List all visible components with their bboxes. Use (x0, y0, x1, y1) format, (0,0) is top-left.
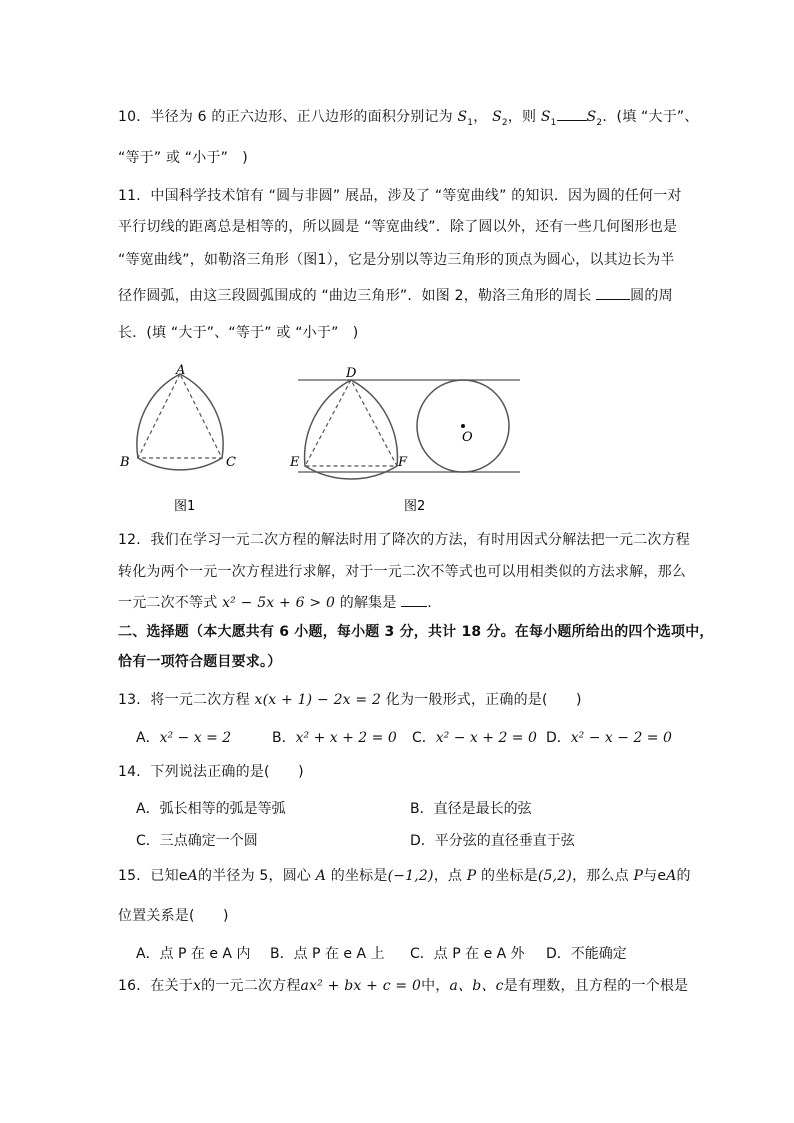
q12-line3: 一元二次不等式 x² − 5x + 6 > 0 的解集是 . (118, 592, 432, 613)
center-point-O (461, 424, 465, 428)
q10-line1: 10．半径为 6 的正六边形、正八边形的面积分别记为 $S_1$， $S_2$，则 $S_1$ $S_2$．(填 “大于”、 (118, 106, 699, 133)
section-2-heading: 二、选择题（本大愿共有 6 小题，每小题 3 分，共计 18 分。在每小题所给出的四个选项中， (118, 624, 714, 640)
q13-option-C[interactable]: C．x² − x + 2 = 0 (412, 730, 537, 746)
q14-stem: 14．下列说法正确的是( ) (118, 764, 304, 780)
q13-option-D[interactable]: D．x² − x − 2 = 0 (546, 730, 672, 746)
q10-answer-blank[interactable] (557, 106, 587, 121)
figure-2-comparison (289, 366, 520, 514)
section-2-heading-cont: 恰有一项符合题目要求。） (118, 654, 282, 670)
q11-line1: 11．中国科学技术馆有 “圆与非圆” 展品，涉及了 “等宽曲线” 的知识．因为圆的任何一对 (118, 188, 682, 204)
q16-stem: 16．在关于x的一元二次方程ax² + bx + c = 0中，a、b、c是有理数，且方程的一个根是 (118, 978, 689, 994)
figure-1-reuleaux-triangle (119, 363, 236, 514)
fig1-caption: 图1 (174, 499, 196, 514)
q15-option-C[interactable]: C．点 P 在 e A 外 (410, 946, 525, 962)
q15-stem: 15．已知eA的半径为 5，圆心 A 的坐标是(−1,2)，点 P 的坐标是(5,2)，那么点 P与eA的 (118, 868, 691, 884)
q15-option-B[interactable]: B．点 P 在 e A 上 (270, 946, 385, 962)
label-B: B (120, 455, 130, 470)
q11-line2: 平行切线的距离总是相等的，所以圆是 “等宽曲线”．除了圆以外，还有一些几何图形也是 (118, 219, 678, 235)
q13-stem: 13．将一元二次方程 x(x + 1) − 2x = 2 化为一般形式，正确的是( ) (118, 692, 582, 708)
label-A: A (176, 363, 186, 378)
inequality-expression: x² − 5x + 6 > 0 (222, 595, 336, 611)
q12-line1: 12．我们在学习一元二次方程的解法时用了降次的方法，有时用因式分解法把一元二次方程 (118, 532, 691, 548)
q14-option-A[interactable]: A．弧长相等的弧是等弧 (136, 801, 286, 817)
q11-answer-blank[interactable] (596, 285, 630, 300)
q13-option-B[interactable]: B．x² + x + 2 = 0 (272, 730, 397, 746)
label-F: F (398, 455, 408, 470)
q15-option-D[interactable]: D．不能确定 (546, 946, 627, 962)
label-E: E (290, 455, 300, 470)
label-D: D (346, 366, 357, 381)
q11-line3: “等宽曲线”，如勒洛三角形（图1），它是分别以等边三角形的顶点为圆心，以其边长为半 (118, 252, 675, 268)
fig2-caption: 图2 (404, 499, 426, 514)
q15-option-A[interactable]: A．点 P 在 e A 内 (136, 946, 251, 962)
q13-option-A[interactable]: A．x² − x = 2 (136, 730, 232, 746)
q12-answer-blank[interactable] (401, 592, 427, 607)
q14-option-D[interactable]: D．平分弦的直径垂直于弦 (410, 833, 575, 849)
equilateral-triangle-dashed-2 (305, 380, 397, 466)
q14-option-B[interactable]: B．直径是最长的弦 (410, 801, 532, 817)
q10-line2: “等于” 或 “小于” ) (118, 150, 248, 166)
label-C: C (226, 455, 236, 470)
q15-line2: 位置关系是( ) (118, 908, 229, 924)
q11-line5: 长．(填 “大于”、“等于” 或 “小于” ) (118, 325, 359, 341)
q11-line4: 径作圆弧，由这三段圆弧围成的 “曲边三角形”．如图 2，勒洛三角形的周长 圆的周 (118, 285, 673, 306)
label-O: O (462, 430, 473, 445)
q12-line2: 转化为两个一元一次方程进行求解，对于一元二次不等式也可以用相类似的方法求解，那么 (118, 564, 686, 580)
q14-option-C[interactable]: C．三点确定一个圆 (136, 833, 258, 849)
reuleaux-arcs-1 (137, 374, 223, 470)
reuleaux-arcs-2 (305, 380, 398, 479)
equilateral-triangle-dashed-1 (138, 374, 222, 458)
q11-figures (110, 360, 540, 520)
